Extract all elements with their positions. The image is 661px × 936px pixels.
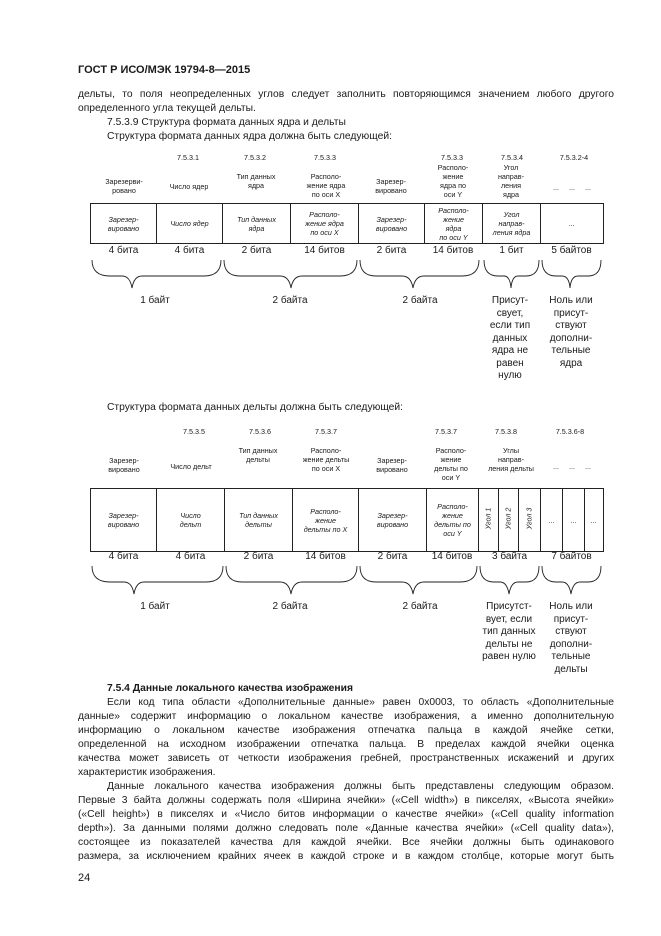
divider: [478, 488, 479, 552]
core-ref: 7.5.3.3: [441, 153, 463, 162]
delta-label: Число дельт: [170, 462, 212, 471]
core-bytes: 1 байт: [140, 295, 170, 306]
core-bytes: Ноль или присут- ствуют дополни- тельные ядра: [549, 295, 593, 369]
divider: [498, 488, 499, 552]
para2-line: Первые 3 байта должны содержать поля «Ширина ячейки» («Cell width») в пикселях, «Высота ячейки»: [78, 795, 614, 806]
core-cell-count: Число ядер: [170, 219, 209, 228]
delta-cell-count: Число дельт: [179, 511, 202, 529]
core-cell-y: Располо- жение ядра по оси Y: [438, 205, 469, 242]
document-header: ГОСТ Р ИСО/МЭК 19794-8—2015: [78, 64, 251, 76]
delta-size: 2 бита: [243, 551, 274, 562]
delta-ref: 7.5.3.7: [315, 427, 337, 436]
core-size: 1 бит: [499, 245, 524, 256]
delta-braces: [0, 564, 661, 604]
para2-line: Данные локального качества изображения должны быть представлены следующим образом.: [107, 781, 614, 792]
para2-line: состоящее из показателей качества для каждой ячейки. Все ячейки должны быть одинакового: [78, 837, 614, 848]
core-label: Тип данных ядра: [236, 172, 276, 190]
core-size: 4 бита: [174, 245, 205, 256]
core-cell-type: Тип данных ядра: [237, 214, 276, 233]
delta-intro: Структура формата данных дельты должна быть следующей:: [107, 402, 404, 413]
core-size: 4 бита: [108, 245, 139, 256]
core-size: 14 битов: [304, 245, 345, 256]
delta-size: 7 байтов: [551, 551, 592, 562]
intro-line-2: определенного угла текущей дельты.: [78, 103, 256, 114]
para2-line: («Cell height») в пикселях и «Число битов информации о качестве ячейки» («Cell quality information: [78, 809, 614, 820]
core-intro: Структура формата данных ядра должна быть следующей:: [107, 131, 392, 142]
delta-ref: 7.5.3.5: [183, 427, 205, 436]
delta-bytes: 1 байт: [140, 601, 170, 612]
para1-line: данные» содержит информацию о локальном качестве изображения, а именно дополнительную: [78, 711, 614, 722]
delta-label: Зарезер- вировано: [376, 456, 408, 474]
core-size: 2 бита: [241, 245, 272, 256]
delta-label: Тип данных дельты: [238, 446, 278, 464]
delta-more: ...: [570, 515, 577, 525]
core-braces: [0, 258, 661, 298]
delta-label: Располо- жение дельты по оси Y: [434, 446, 468, 482]
delta-size: 4 бита: [108, 551, 139, 562]
delta-size: 14 битов: [431, 551, 473, 562]
core-size: 5 байтов: [551, 245, 592, 256]
delta-cell-reserved-2: Зарезер- вировано: [376, 511, 409, 529]
delta-label: Зарезер- вировано: [108, 456, 140, 474]
core-ref: 7.5.3.4: [501, 153, 523, 162]
core-cell-reserved-2: Зарезер- вировано: [375, 214, 408, 233]
page-number: 24: [78, 872, 91, 884]
delta-cell-reserved: Зарезер- вировано: [107, 511, 140, 529]
para2-line: размера, за исключением крайних ячеек в каждой строке и в каждом столбце, которые могут быть: [78, 851, 614, 862]
delta-bytes: 2 байта: [272, 601, 308, 612]
delta-more: ...: [548, 515, 555, 525]
core-cell-x: Располо- жение ядра по оси X: [305, 210, 344, 237]
core-ref: 7.5.3.2: [244, 153, 266, 162]
core-label: ... ... ...: [553, 183, 591, 192]
core-cell-reserved: Зарезер- вировано: [107, 214, 140, 233]
delta-ref: 7.5.3.8: [495, 427, 517, 436]
delta-size: 3 байта: [491, 551, 527, 562]
delta-bytes: Присутст- вует, если тип данных дельты не равен нулю: [482, 601, 536, 662]
divider: [518, 488, 519, 552]
delta-label: Располо- жение дельты по оси X: [302, 446, 350, 473]
core-label: Располо- жение ядра по оси X: [306, 172, 346, 199]
section-title: 7.5.3.9 Структура формата данных ядра и дельты: [107, 117, 346, 128]
core-size: 2 бита: [376, 245, 407, 256]
core-ref: 7.5.3.3: [314, 153, 336, 162]
core-bytes: 2 байта: [272, 295, 308, 306]
core-label: Угол направ- ления ядра: [497, 163, 525, 199]
para1-line: Если код типа области «Дополнительные данные» равен 0x0003, то область «Дополнительные: [107, 697, 614, 708]
delta-cell-type: Тип данных дельты: [239, 511, 278, 529]
delta-angle-3: Угол 3: [524, 507, 534, 530]
para1-line: качества может зависеть от четкости изображения гребней, пространственных искажений и других: [78, 753, 614, 764]
para1-line: информацию о локальном качестве изображения отпечатка пальца в каждой ячейке сетки,: [78, 725, 614, 736]
subsection-title: 7.5.4 Данные локального качества изображения: [107, 683, 353, 694]
intro-line-1: дельты, то поля неопределенных углов следует заполнить повторяющимся значением любого другого: [78, 89, 614, 100]
core-cell-angle: Угол направ- ления ядра: [492, 210, 531, 237]
delta-angle-2: Угол 2: [503, 507, 513, 530]
core-size: 14 битов: [432, 245, 474, 256]
core-cell-more: ...: [568, 219, 575, 228]
core-bytes: 2 байта: [402, 295, 438, 306]
delta-cell-x: Располо- жение дельты по X: [303, 506, 348, 534]
delta-bytes: Ноль или присут- ствуют дополни- тельные дельты: [549, 601, 593, 675]
core-ref: 7.5.3.1: [177, 153, 199, 162]
para1-line: определенной на исходном изображении отпечатка пальца. В пределах каждой ячейки оценка: [78, 739, 614, 750]
delta-size: 14 битов: [305, 551, 346, 562]
para1-line: характеристик изображения.: [78, 767, 216, 778]
delta-angle-1: Угол 1: [483, 507, 493, 530]
delta-ref: 7.5.3.6: [249, 427, 271, 436]
core-ref: 7.5.3.2-4: [559, 153, 589, 162]
delta-label: ... ... ...: [553, 462, 591, 471]
delta-ref: 7.5.3.7: [435, 427, 457, 436]
core-label: Зарезерви- ровано: [105, 177, 143, 195]
delta-bytes: 2 байта: [402, 601, 438, 612]
core-label: Зарезер- вировано: [375, 177, 407, 195]
para2-line: depth»). За данными полями должно следовать поле «Данные качества ячейки» («Cell quality data»),: [78, 823, 614, 834]
core-label: Число ядер: [169, 182, 209, 191]
delta-size: 4 бита: [175, 551, 206, 562]
delta-ref: 7.5.3.6-8: [555, 427, 585, 436]
delta-label: Углы направ- ления дельты: [488, 446, 534, 473]
delta-more: ...: [590, 515, 597, 525]
delta-cell-y: Располо- жение дельты по оси Y: [434, 502, 471, 538]
core-bytes: Присут- свует, если тип данных ядра не равен нулю: [489, 295, 531, 381]
delta-size: 2 бита: [377, 551, 408, 562]
core-label: Располо- жение ядра по оси Y: [437, 163, 469, 199]
